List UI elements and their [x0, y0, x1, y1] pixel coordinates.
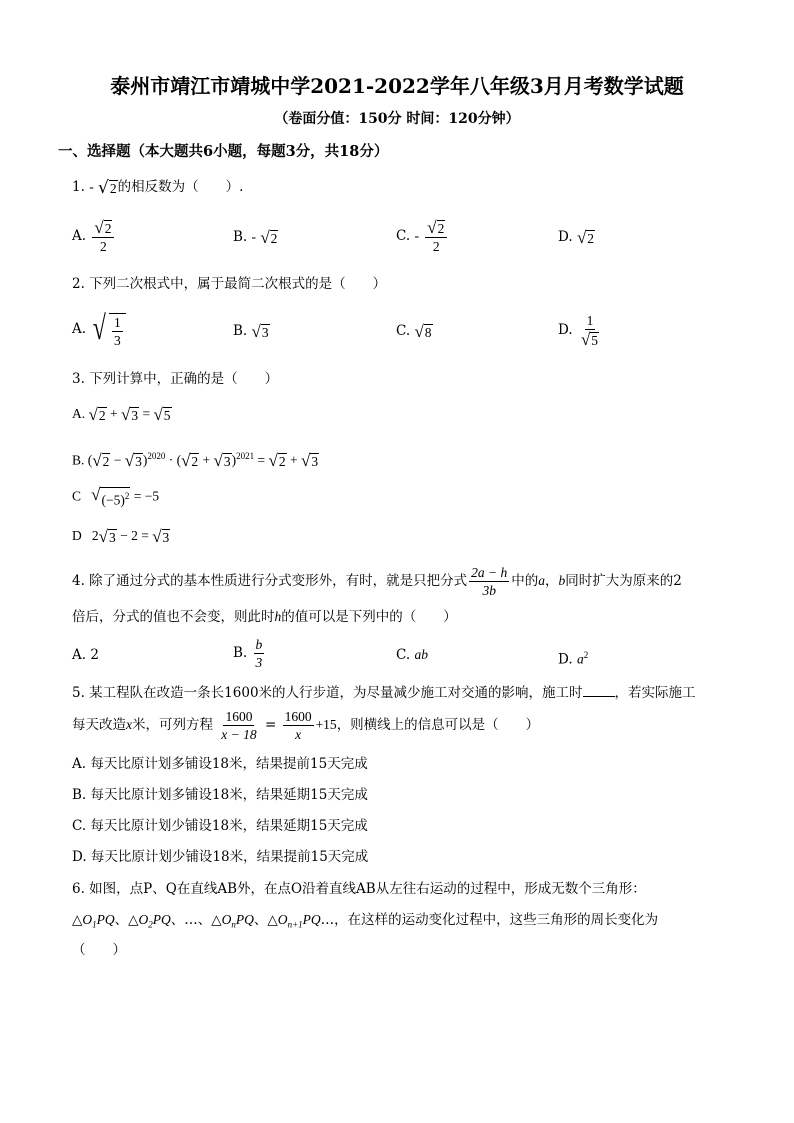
- question-4-option-d[interactable]: D. $a^2$: [558, 650, 589, 668]
- question-2-option-b[interactable]: B. √ 3: [233, 321, 269, 341]
- question-3-option-b[interactable]: B. ( √ 2 − √ 3 )$^{2020}$ · ( √ 2 + √ 3 )$^{2021}$ = √ 2 + √ 3: [72, 451, 319, 471]
- question-5-stem-line1: 5. 某工程队在改造一条长1600米的人行步道，为尽量减少施工对交通的影响，施工时 ，若实际施工: [72, 685, 696, 701]
- question-6-stem-line2: $\triangle O_1PQ$、$\triangle O_2PQ$、…、$\triangle O_nPQ$、$\triangle O_{n+1}PQ\dots$，在这样的运动变化过程中，这些三角形的周长变化为: [72, 912, 659, 930]
- section-heading: 一、选择题（本大题共6小题，每题3分，共18分）: [58, 143, 389, 160]
- page-title: 泰州市靖江市靖城中学2021-2022学年八年级3月月考数学试题: [110, 74, 684, 98]
- question-1-option-c[interactable]: C. - √ 2 2: [396, 218, 449, 255]
- question-1-stem: 1. - √ 2 的相反数为（ ）.: [72, 177, 244, 198]
- question-2-option-d[interactable]: D. 1 √ 5: [558, 313, 599, 349]
- question-6-stem-line3: （ ）: [72, 942, 126, 958]
- page-subtitle: （卷面分值：150分 时间：120分钟）: [274, 111, 520, 127]
- question-3-option-c[interactable]: C √ $(-5)^2$ = −5: [72, 485, 160, 508]
- question-4-option-a[interactable]: A. 2: [72, 647, 99, 663]
- question-4-option-b[interactable]: B. $\frac{b}{3}$: [233, 637, 263, 670]
- question-2-option-a[interactable]: A. √ $\frac{1}{3}$: [72, 310, 126, 349]
- question-5-option-a[interactable]: A. 每天比原计划多铺设18米，结果提前15天完成: [72, 756, 368, 772]
- question-2-stem: 2. 下列二次根式中，属于最简二次根式的是（ ）: [72, 276, 387, 292]
- question-4-stem-line1: 4. 除了通过分式的基本性质进行分式变形外，有时，就是只把分式 $\frac{2a - h}{3b}$ 中的a，b同时扩大为原来的2: [72, 565, 682, 598]
- question-6-stem-line1: 6. 如图，点P、Q在直线AB外，在点O沿着直线AB从左往右运动的过程中，形成无数个三角形：: [72, 881, 646, 897]
- question-1-option-a[interactable]: A. √ 2 2: [72, 218, 116, 255]
- answer-blank: [583, 683, 615, 697]
- question-4-option-c[interactable]: C. ab: [396, 647, 428, 663]
- sqrt-2: √ 2: [97, 177, 117, 198]
- question-2-option-c[interactable]: C. √ 8: [396, 321, 432, 341]
- question-3-stem: 3. 下列计算中，正确的是（ ）: [72, 371, 279, 387]
- question-3-option-a[interactable]: A. √ 2 + √ 3 = √ 5: [72, 404, 171, 424]
- question-3-option-d[interactable]: D 2 √ 3 − 2 = √ 3: [72, 526, 170, 546]
- question-1-option-b[interactable]: B. - √ 2: [233, 227, 278, 247]
- question-5-option-d[interactable]: D. 每天比原计划少铺设18米，结果提前15天完成: [72, 849, 369, 865]
- question-1-option-d[interactable]: D. √ 2: [558, 227, 595, 247]
- question-5-stem-line2: 每天改造x米，可列方程 $\frac{1600}{x - 18}$ = $\frac{1600}{x}$ +15，则横线上的信息可以是（ ）: [72, 709, 540, 742]
- question-4-stem-line2: 倍后，分式的值也不会变，则此时h的值可以是下列中的（ ）: [72, 609, 457, 625]
- question-5-option-c[interactable]: C. 每天比原计划少铺设18米，结果延期15天完成: [72, 818, 368, 834]
- question-5-option-b[interactable]: B. 每天比原计划多铺设18米，结果延期15天完成: [72, 787, 368, 803]
